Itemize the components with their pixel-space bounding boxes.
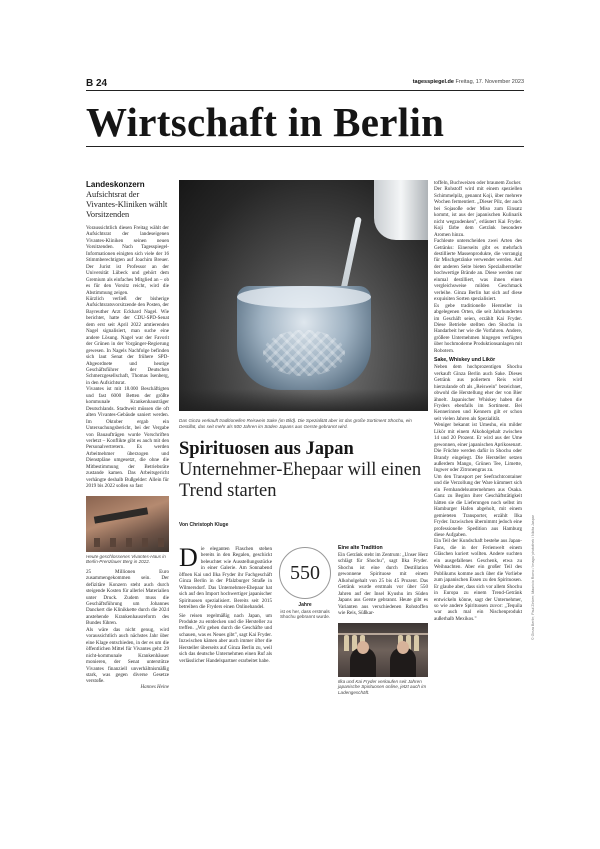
main-headline-block bbox=[179, 438, 428, 502]
page-header bbox=[86, 78, 524, 91]
page-number: B 24 bbox=[86, 78, 108, 89]
person-left-head bbox=[357, 641, 369, 654]
sidebar-paragraph: Voraussichtlich diesen Freitag wählt der Aufsichtsrat der landeseigenen Vivantes-Kliniken seinen neuen Vorsitzenden. Nach Tagesspiegel-Informationen einigten sich viele der 16 Stimmberechtigten auf Joachim Breuer. Der Jurist ist Professor an der Universität Lübeck und gehört dem Gremium als einfaches Mitglied an – ob es für den Vorsitz reicht, wird die Abstimmung zeigen. bbox=[86, 225, 169, 296]
byline: Von Christoph Kluge bbox=[179, 522, 229, 528]
section-title: Wirtschaft in Berlin bbox=[86, 99, 445, 145]
building-photo-caption: Heute geschlossenes Vivantes-Haus in Berlin-Prenzlauer Berg in 2022. bbox=[86, 553, 166, 565]
sidebar-paragraph: 25 Millionen Euro zusammengekommen sein. Der defizitäre Konzern steht auch durch steigende Kosten für allerlei Materialien unter Druck. Zudem muss die Geschäftsführung um Johannes Danckert die Klinikkette durch die 2024 anstehende Krankenhausreform des Bundes führen. bbox=[86, 568, 169, 627]
tradition-text: Ein Getränk steht im Zentrum: „Unser Herz schlägt für Shochu", sagt Ilka Fryder. Shochu ist eine durch Destillation gewonnene Spirituose mit einem Alkoholgehalt von 25 bis 45 Prozent. Das Getränk wurde erstmals vor über 550 Jahren auf der Insel Kyushu im Süden Japans aus Gerste gebrannt. Heute gibt es Varianten aus verschiedenen Rohstoffen wie Reis, Süßkar- bbox=[338, 552, 428, 617]
title-rule bbox=[86, 146, 524, 147]
glass-rim bbox=[237, 286, 371, 308]
right-paragraph: Der Rohstoff wird mit einem speziellen Schimmelpilz, genannt Koji, über mehrere Wochen fermentiert. „Dieser Pilz, der auch bei Sojasoße oder Miso zum Einsatz kommt, ist aus der japanischen Kulinarik nicht wegzudenken", erläutert Kai Fryder. Koji färbe dem Getränk besondere Aromen hinzu. bbox=[434, 186, 522, 238]
right-paragraph: Es gebe traditionelle Hersteller in abgelegenen Orten, die seit Jahrhunderten im Geschäft seien, erzählt Kai Fryder. Diese Betriebe stellten den Shochu in Handarbeit her wie die Vorfahren. Andere, größere Unternehmen hingegen verfügten über hochmoderne Produktionsanlagen mit Robotern. bbox=[434, 302, 522, 354]
person-right-head bbox=[397, 641, 409, 654]
header-meta bbox=[413, 79, 524, 85]
tradition-column bbox=[338, 545, 428, 695]
sidebar-story bbox=[86, 180, 169, 690]
stat-note: ist es her, dass erstmals Shochu gebrannt wurde. bbox=[279, 609, 331, 620]
cut-glass bbox=[237, 286, 371, 390]
right-paragraph: Weniger bekannt ist Umeshu, ein milder Likör mit einem Alkoholgehalt zwischen 14 und 20 Prozent. Er wird aus der Ume gewonnen, einer japanischen Aprikosenart. Die Früchte werden dafür in Shochu oder Brandy eingelegt. Die Hersteller setzen außerdem Mango, Grünen Tee, Limette, Ingwer oder Zitronengras zu. bbox=[434, 422, 522, 474]
stat-infobox bbox=[278, 547, 332, 620]
main-headline: Spirituosen aus Japan bbox=[179, 439, 354, 459]
sidebar-paragraph: Kürzlich verließ der bisherige Aufsichtsratsvorsitzende den Posten, der Bayreuther Arzt Eckhard Nagel. Wie berichtet, hatte der CDU-SPD-Senat dem erst seit April 2022 amtierenden Nagel signalisiert, man suche eine andere Lösung. Nagel war der Favorit der Grünen in der Vorgänger-Regierung gewesen. In Nagels Nachfolge befinden sich laut Senat der frühere SPD-Abgeordnete und heutige Geschäftsführer der Deutschen Schmerzgesellschaft, Thomas Isenberg, in den Aufsichtsrat. bbox=[86, 295, 169, 386]
main-paragraph: Sie reisen regelmäßig nach Japan, um Produkte zu entdecken und die Hersteller zu treffen. „Wir gehen durch die Geschäfte und schauen, was es Neues gibt", sagt Kai Fryder. Inzwischen kämen aber auch immer öfter die Hersteller überseits auf Ginza Berlin zu, weil sich das deutsche Unternehmen einen Ruf als verlässlicher Handelspartner erarbeitet habe. bbox=[179, 612, 272, 664]
right-paragraph: toffeln, Buchweizen oder braunem Zucker. bbox=[434, 180, 522, 186]
dropcap: D bbox=[179, 543, 198, 572]
owners-photo bbox=[338, 623, 428, 677]
pouring-bottle bbox=[374, 180, 428, 240]
table-shadow bbox=[179, 389, 428, 411]
main-subheadline: Unternehmer-Ehepaar will einen Trend starten bbox=[179, 460, 422, 501]
issue-date: Freitag, 17. November 2023 bbox=[455, 79, 524, 85]
sidebar-body-continued bbox=[86, 569, 169, 685]
right-paragraph: Um den Transport per Seefrachtcontainer und die Verzollung der Ware kümmert sich ein Fernhandelsunternehmen aus Osaka. Ganz zu Beginn ihrer Geschäftstätigkeit hätten sie die Lieferungen noch selbst im Hamburger Hafen abgeholt, mit einem gemieteten Transporter, erzählt Ilka Fryder. Inzwischen übernimmt jedoch eine professionelle Spedition aus Hamburg diese Aufgaben. bbox=[434, 473, 522, 539]
right-paragraph: Neben dem hochprozentigen Shochu verkauft Ginza Berlin auch Sake. Dieses Getränk aus poliertem Reis wird hierzulande oft als „Reiswein" bezeichnet, obwohl die Herstellung eher der von Bier ähnelt. Japanischer Whiskey haben die Fryders ebenfalls im Sortiment. Bei Kennerinnen und Kennern gilt er schon seit vielen Jahren als Spezialität. bbox=[434, 364, 522, 422]
sidebar-paragraph: Als wäre das nicht genug, wird voraussichtlich auch nächstes Jahr über eine Klage entschieden, in der es um die öffentlichen Mittel für Vivantes geht: 29 nicht-kommunale Krankenhäuser monieren, der Senat unterstütze Vivantes finanziell unverhältnismäßig stark, was gegen diverse Gesetze verstoße. bbox=[86, 626, 169, 685]
sidebar-paragraph: Vivantes ist mit 18.000 Beschäftigten und fast 6000 Betten der größte kommunale Krankenhausträger Deutschlands. Stadtweit müssen die oft alten Vivantes-Gebäude saniert werden. Im Oktober ergab ein Untersuchungsbericht, bei der Vergabe von Bauaufträgen wurde Vorschriften verletzt – Konflikte gibt es auch mit den Personalvertretern. Es werden Arbeitnehmer überzogen und Dienstpläne umgesetzt, die ohne die Mitbestimmung der Betriebsräte zustande kamen. Das Arbeitsgericht verhängte deshalb Bußgelder: Allein für 2019 bis 2022 sollen so fast bbox=[86, 386, 169, 490]
main-photo-caption: Das Ginza verkauft traditionellen Reiswein Sake (im Bild). Die Spezialität aber ist das große Sortiment Shochu, ein Destillat, das seit mehr als 500 Jahren im Süden Japans aus Gerste gebrannt wird. bbox=[179, 418, 412, 429]
sidebar-author: Hannes Heine bbox=[140, 684, 169, 690]
lead-text: ie eleganten Flaschen stehen bereits in den Regalen, geschickt beleuchtet wie Ausstellungsstücke in einer Galerie. Am Sonnabend öffnen Kai und Ilka Fryder ihr Fachgeschäft Ginza Berlin in der Pfalzburger Straße in Wilmersdorf. Das Unternehmer-Ehepaar hat sich auf den Import hochwertiger japanischer Spirituosen spezialisiert. Bereits seit 2015 betreiben die Fryders einen Onlinehandel. bbox=[179, 546, 272, 611]
right-paragraph: Ein Teil der Kundschaft bestehe aus Japan-Fans, die in der Ferienwelt einem Gläschen kuriert wollten. Andere suchten ein ausgefallenes Geschenk, etwa zu Weihnachten. Aber ein großer Teil des Publikums komme auch über die Vorliebe zum japanischen Essen zu den Spirituosen. Er glaube aber, dass sich vor allem Shochu in Europa zu einem Trend-Getränk entwickeln könne, sagt der Unternehmer, so wie andere Spirituosen zuvor: „Tequila war auch mal ein Nischenprodukt außerhalb Mexikos." bbox=[434, 538, 522, 622]
window bbox=[110, 538, 116, 547]
main-story-right-column bbox=[434, 180, 522, 622]
right-paragraph: Fachleute unterscheiden zwei Arten des Getränks: Einerseits gibt es mehrfach destillierte Massenprodukte, die vorrangig für Mischgetränke verwendet werden. Auf der anderen Seite bieten Spezialhersteller hochwertige Brände an. Diese werden nur einmal destilliert, was ihnen einen vergleichsweise milden Geschmack verleihe. Ginza Berlin hat sich auf diese exquisiten Sorten spezialisiert. bbox=[434, 238, 522, 303]
bottle bbox=[414, 635, 419, 651]
sidebar-body bbox=[86, 225, 169, 490]
sidebar-kicker: Landeskonzern bbox=[86, 180, 145, 189]
photo-credit: © Ginza Berlin; Paul Zinken; Mauricio Romo / Imago/ photothek / Nikita Jaspar bbox=[531, 515, 535, 640]
tradition-title: Eine alte Tradition bbox=[338, 545, 383, 551]
sidebar-subhead: Aufsichtsrat der Vivantes-Kliniken wählt Vorsitzenden bbox=[86, 190, 168, 219]
window bbox=[142, 538, 148, 547]
glass-pattern bbox=[263, 330, 345, 376]
right-subhead: Sake, Whiskey und Likör bbox=[434, 357, 496, 364]
stat-label: Jahre bbox=[298, 602, 312, 608]
window bbox=[94, 538, 100, 547]
bottle bbox=[344, 635, 349, 651]
stat-number: 550 bbox=[279, 547, 331, 599]
building-sign bbox=[94, 507, 148, 523]
sake-glass-photo bbox=[179, 180, 428, 411]
window bbox=[126, 538, 132, 547]
lead-paragraph bbox=[179, 543, 272, 611]
main-story-column-1 bbox=[179, 543, 272, 666]
site-name: tagesspiegel.de bbox=[412, 79, 454, 85]
window bbox=[158, 538, 164, 547]
vivantes-building-photo bbox=[86, 496, 169, 552]
owners-photo-caption: Ilka und Kai Fryder verkaufen seit Jahren japanische Spirituosen online, jetzt auch im Ladengeschäft. bbox=[338, 678, 427, 695]
